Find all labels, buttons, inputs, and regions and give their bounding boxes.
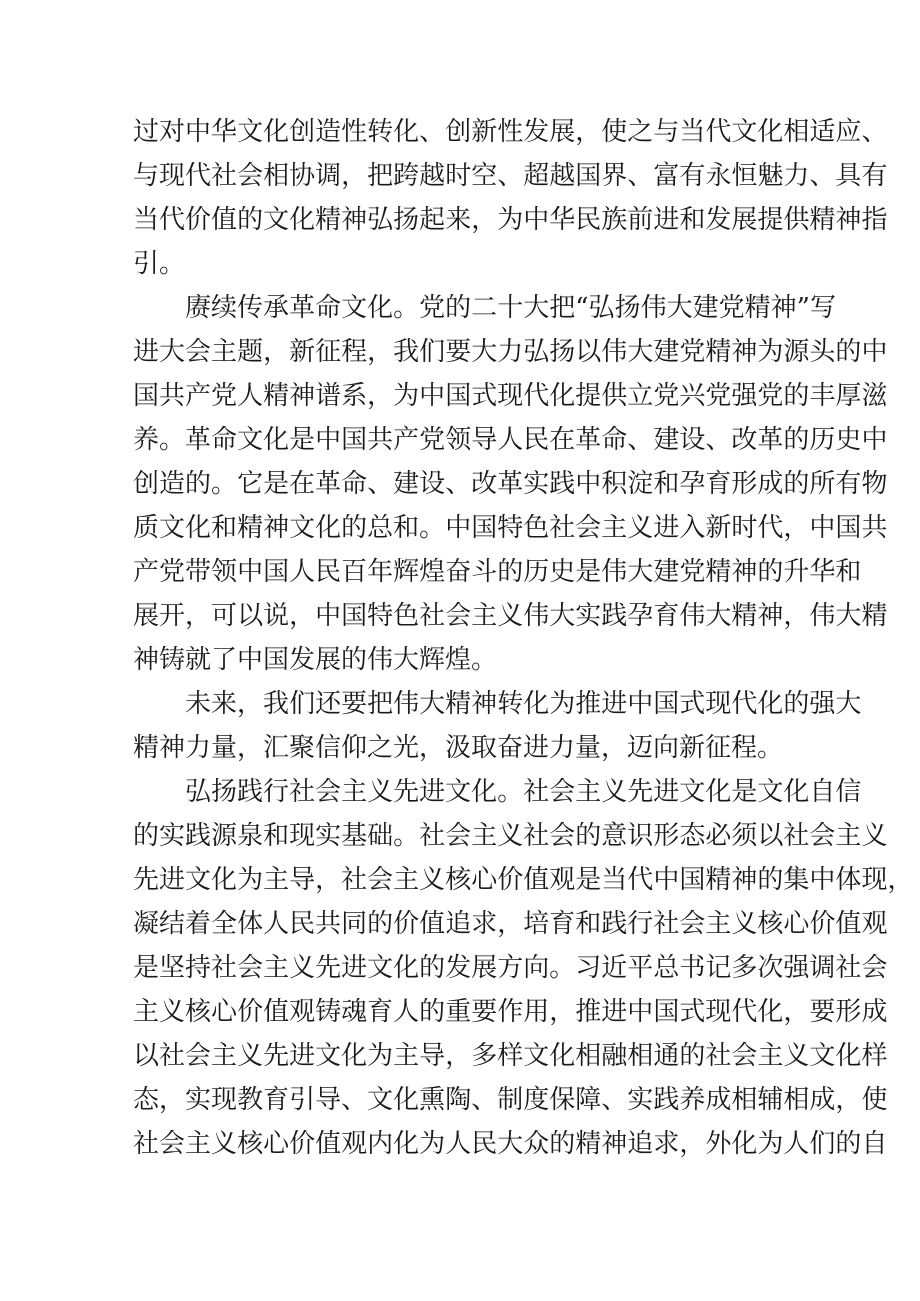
text-line: 引。 bbox=[133, 249, 186, 279]
text-line: 主 义 核 心 价 值 观 铸 魂 育 人 的 重 要 作 用 ， 推 进 中 国 式 现 代 化 ， 要 形 成 bbox=[133, 997, 888, 1027]
text-line: 神铸就了中国发展的伟大辉煌。 bbox=[133, 645, 498, 675]
paragraph-first-line: 未 来 ， 我 们 还 要 把 伟 大 精 神 转 化 为 推 进 中 国 式 现 代 化 的 强 大 bbox=[185, 689, 862, 719]
text-line: 国 共 产 党 人 精 神 谱 系 ， 为 中 国 式 现 代 化 提 供 立 党 兴 党 强 党 的 丰 厚 滋 bbox=[133, 381, 888, 411]
text-line: 展 开 ， 可 以 说 ， 中 国 特 色 社 会 主 义 伟 大 实 践 孕 育 伟 大 精 神 ， 伟 大 精 bbox=[133, 601, 888, 631]
text-line: 与 现 代 社 会 相 协 调 ， 把 跨 越 时 空 、 超 越 国 界 、 富 有 永 恒 魅 力 、 具 有 bbox=[133, 161, 888, 191]
text-line: 质 文 化 和 精 神 文 化 的 总 和 。 中 国 特 色 社 会 主 义 进 入 新 时 代 ， 中 国 共 bbox=[133, 513, 888, 543]
text-line: 凝 结 着 全 体 人 民 共 同 的 价 值 追 求 ， 培 育 和 践 行 社 会 主 义 核 心 价 值 观 bbox=[133, 909, 888, 939]
paragraph-first-line: 弘 扬 践 行 社 会 主 义 先 进 文 化 。 社 会 主 义 先 进 文 化 是 文 化 自 信 bbox=[185, 777, 862, 807]
text-line: 进 大 会 主 题 ， 新 征 程 ， 我 们 要 大 力 弘 扬 以 伟 大 建 党 精 神 为 源 头 的 中 bbox=[133, 337, 888, 367]
text-line: 过 对 中 华 文 化 创 造 性 转 化 、 创 新 性 发 展 ， 使 之 与 当 代 文 化 相 适 应 、 bbox=[133, 117, 888, 147]
text-line: 态 ， 实 现 教 育 引 导 、 文 化 熏 陶 、 制 度 保 障 、 实 践 养 成 相 辅 相 成 ， 使 bbox=[133, 1085, 888, 1115]
text-line: 精神力量，汇聚信仰之光，汲取奋进力量，迈向新征程。 bbox=[133, 733, 784, 763]
text-line: 社 会 主 义 核 心 价 值 观 内 化 为 人 民 大 众 的 精 神 追 求 ， 外 化 为 人 们 的 自 bbox=[133, 1129, 888, 1159]
text-line: 是 坚 持 社 会 主 义 先 进 文 化 的 发 展 方 向 。 习 近 平 总 书 记 多 次 强 调 社 会 bbox=[133, 953, 888, 983]
paragraph-first-line: 赓 续 传 承 革 命 文 化 。 党 的 二 十 大 把 “ 弘 扬 伟 大 建 党 精 神 ” 写 bbox=[185, 293, 836, 323]
text-line: 创 造 的 。 它 是 在 革 命 、 建 设 、 改 革 实 践 中 积 淀 和 孕 育 形 成 的 所 有 物 bbox=[133, 469, 888, 499]
text-line: 先 进 文 化 为 主 导 ， 社 会 主 义 核 心 价 值 观 是 当 代 中 国 精 神 的 集 中 体 现 ， bbox=[133, 865, 914, 895]
text-line: 养 。 革 命 文 化 是 中 国 共 产 党 领 导 人 民 在 革 命 、 建 设 、 改 革 的 历 史 中 bbox=[133, 425, 888, 455]
text-line: 当 代 价 值 的 文 化 精 神 弘 扬 起 来 ， 为 中 华 民 族 前 进 和 发 展 提 供 精 神 指 bbox=[133, 205, 888, 235]
text-line: 以 社 会 主 义 先 进 文 化 为 主 导 ， 多 样 文 化 相 融 相 通 的 社 会 主 义 文 化 样 bbox=[133, 1041, 888, 1071]
text-line: 产 党 带 领 中 国 人 民 百 年 辉 煌 奋 斗 的 历 史 是 伟 大 建 党 精 神 的 升 华 和 bbox=[133, 557, 862, 587]
text-line: 的 实 践 源 泉 和 现 实 基 础 。 社 会 主 义 社 会 的 意 识 形 态 必 须 以 社 会 主 义 bbox=[133, 821, 888, 851]
